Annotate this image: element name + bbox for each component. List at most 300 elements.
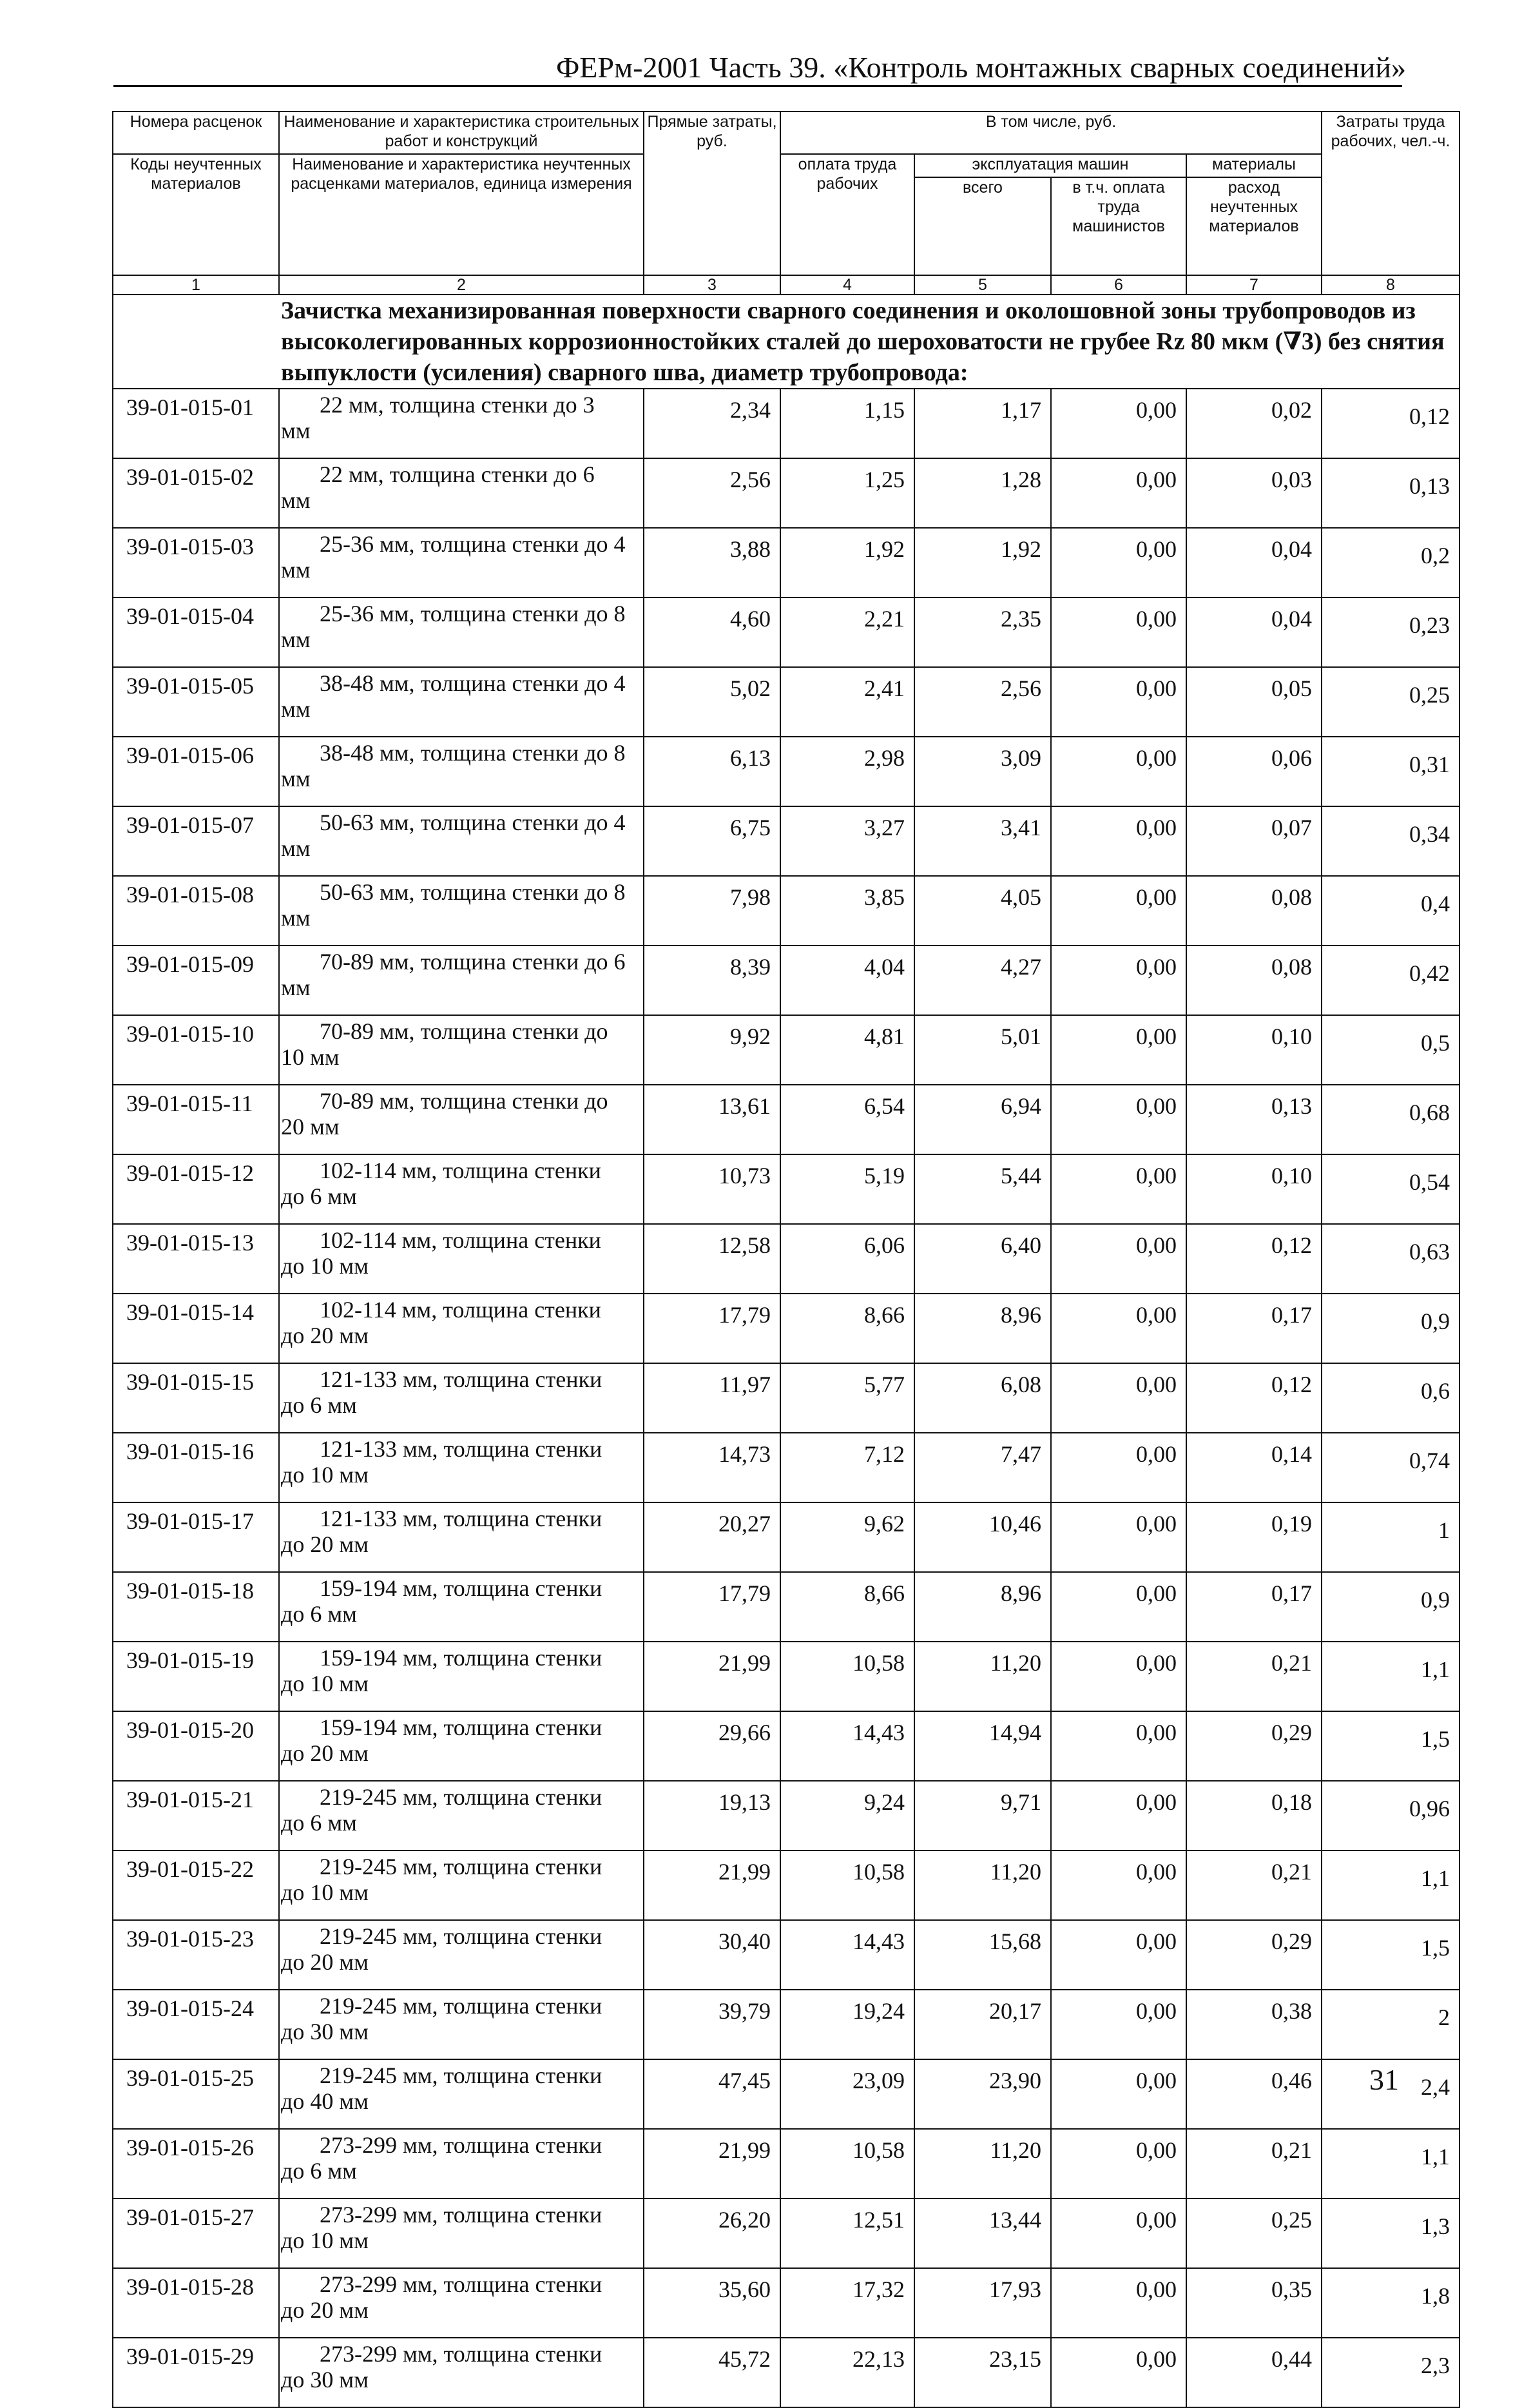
materials-use: 0,12 — [1186, 1363, 1322, 1433]
materials-use: 0,03 — [1186, 458, 1322, 528]
machines-total: 8,96 — [914, 1572, 1051, 1642]
description-line-1: 273-299 мм, толщина стенки — [320, 2202, 602, 2228]
machines-total: 1,28 — [914, 458, 1051, 528]
table-row — [113, 667, 1459, 737]
direct-costs: 14,73 — [644, 1433, 780, 1502]
direct-costs: 9,92 — [644, 1015, 780, 1085]
materials-use: 0,10 — [1186, 1015, 1322, 1085]
work-description — [279, 2268, 644, 2338]
header-group-label: В том числе, руб. — [780, 112, 1322, 154]
description-line-2: до 30 мм — [281, 2019, 369, 2044]
col-number: 1 — [113, 275, 279, 295]
rate-code: 39-01-015-02 — [113, 458, 279, 528]
description-line-2: мм — [281, 626, 311, 652]
materials-use: 0,14 — [1186, 1433, 1322, 1502]
rate-code: 39-01-015-22 — [113, 1850, 279, 1920]
direct-costs: 47,45 — [644, 2059, 780, 2129]
direct-costs: 26,20 — [644, 2199, 780, 2268]
description-line-2: мм — [281, 696, 311, 722]
materials-use: 0,13 — [1186, 1085, 1322, 1154]
direct-costs: 10,73 — [644, 1154, 780, 1224]
direct-costs: 30,40 — [644, 1920, 780, 1990]
description-line-1: 273-299 мм, толщина стенки — [320, 2341, 602, 2367]
description-line-1: 121-133 мм, толщина стенки — [320, 1366, 602, 1392]
work-description — [279, 2199, 644, 2268]
description-line-2: мм — [281, 975, 311, 1000]
work-description — [279, 1990, 644, 2059]
description-line-2: до 40 мм — [281, 2088, 369, 2114]
labor-hours: 0,4 — [1322, 876, 1459, 946]
machinist-pay: 0,00 — [1051, 876, 1186, 946]
rate-code: 39-01-015-03 — [113, 528, 279, 597]
table-row — [113, 1990, 1459, 2059]
labor-hours: 0,2 — [1322, 528, 1459, 597]
description-line-2: до 20 мм — [281, 1949, 369, 1975]
materials-use: 0,46 — [1186, 2059, 1322, 2129]
labor-hours: 0,74 — [1322, 1433, 1459, 1502]
materials-use: 0,35 — [1186, 2268, 1322, 2338]
rate-code: 39-01-015-12 — [113, 1154, 279, 1224]
header-col1-top: Номера расценок — [113, 112, 279, 154]
labor-hours: 0,42 — [1322, 946, 1459, 1015]
col-number: 4 — [780, 275, 914, 295]
machinist-pay: 0,00 — [1051, 2059, 1186, 2129]
machines-total: 10,46 — [914, 1502, 1051, 1572]
labor-pay: 17,32 — [780, 2268, 914, 2338]
rate-code: 39-01-015-17 — [113, 1502, 279, 1572]
machinist-pay: 0,00 — [1051, 1085, 1186, 1154]
work-description — [279, 597, 644, 667]
machines-total: 6,94 — [914, 1085, 1051, 1154]
machinist-pay: 0,00 — [1051, 528, 1186, 597]
work-description — [279, 876, 644, 946]
labor-hours: 1,1 — [1322, 2129, 1459, 2199]
labor-hours: 2,4 — [1322, 2059, 1459, 2129]
description-line-1: 22 мм, толщина стенки до 6 — [320, 461, 595, 487]
materials-use: 0,18 — [1186, 1781, 1322, 1850]
description-line-2: до 20 мм — [281, 2297, 369, 2323]
header-col8: Затраты труда рабочих, чел.-ч. — [1322, 112, 1459, 275]
labor-hours: 0,63 — [1322, 1224, 1459, 1294]
description-line-2: до 6 мм — [281, 1810, 357, 1836]
labor-hours: 0,23 — [1322, 597, 1459, 667]
table-row — [113, 1294, 1459, 1363]
description-line-1: 102-114 мм, толщина стенки — [320, 1227, 601, 1253]
work-description — [279, 737, 644, 806]
rate-code: 39-01-015-20 — [113, 1711, 279, 1781]
rate-code: 39-01-015-05 — [113, 667, 279, 737]
work-description — [279, 1085, 644, 1154]
direct-costs: 6,75 — [644, 806, 780, 876]
table-row — [113, 1154, 1459, 1224]
materials-use: 0,21 — [1186, 1850, 1322, 1920]
labor-pay: 4,81 — [780, 1015, 914, 1085]
table-row — [113, 1572, 1459, 1642]
machinist-pay: 0,00 — [1051, 1154, 1186, 1224]
table-row — [113, 806, 1459, 876]
machines-total: 3,41 — [914, 806, 1051, 876]
description-line-1: 273-299 мм, толщина стенки — [320, 2271, 602, 2297]
labor-pay: 14,43 — [780, 1711, 914, 1781]
table-row — [113, 1224, 1459, 1294]
rate-code: 39-01-015-25 — [113, 2059, 279, 2129]
description-line-1: 159-194 мм, толщина стенки — [320, 1575, 602, 1601]
materials-use: 0,05 — [1186, 667, 1322, 737]
machinist-pay: 0,00 — [1051, 737, 1186, 806]
header-materials-label: материалы — [1186, 154, 1322, 177]
direct-costs: 17,79 — [644, 1294, 780, 1363]
table-row — [113, 1433, 1459, 1502]
machines-total: 17,93 — [914, 2268, 1051, 2338]
description-line-2: до 10 мм — [281, 2228, 369, 2253]
direct-costs: 21,99 — [644, 1642, 780, 1711]
work-description — [279, 1850, 644, 1920]
machinist-pay: 0,00 — [1051, 1920, 1186, 1990]
materials-use: 0,29 — [1186, 1711, 1322, 1781]
labor-hours: 0,9 — [1322, 1572, 1459, 1642]
table-row — [113, 1711, 1459, 1781]
labor-hours: 1,3 — [1322, 2199, 1459, 2268]
table-row — [113, 2059, 1459, 2129]
machines-total: 5,44 — [914, 1154, 1051, 1224]
machines-total: 4,27 — [914, 946, 1051, 1015]
labor-hours: 1,5 — [1322, 1711, 1459, 1781]
rate-code: 39-01-015-04 — [113, 597, 279, 667]
col-number: 7 — [1186, 275, 1322, 295]
materials-use: 0,44 — [1186, 2338, 1322, 2407]
labor-pay: 7,12 — [780, 1433, 914, 1502]
work-description — [279, 1711, 644, 1781]
direct-costs: 17,79 — [644, 1572, 780, 1642]
materials-use: 0,29 — [1186, 1920, 1322, 1990]
description-line-1: 273-299 мм, толщина стенки — [320, 2132, 602, 2158]
machines-total: 7,47 — [914, 1433, 1051, 1502]
table-row — [113, 2129, 1459, 2199]
labor-pay: 6,54 — [780, 1085, 914, 1154]
machinist-pay: 0,00 — [1051, 1502, 1186, 1572]
materials-use: 0,04 — [1186, 597, 1322, 667]
labor-hours: 0,68 — [1322, 1085, 1459, 1154]
header-col2-bottom: Наименование и характеристика неучтенных расценками материалов, единица измерения — [279, 154, 644, 275]
table-row — [113, 2338, 1459, 2407]
table-row — [113, 528, 1459, 597]
machinist-pay: 0,00 — [1051, 946, 1186, 1015]
rate-code: 39-01-015-21 — [113, 1781, 279, 1850]
description-line-1: 121-133 мм, толщина стенки — [320, 1506, 602, 1531]
table-row — [113, 1363, 1459, 1433]
work-description — [279, 389, 644, 458]
description-line-2: до 10 мм — [281, 1462, 369, 1488]
header-col7: расход неучтенных материалов — [1186, 177, 1322, 275]
direct-costs: 2,56 — [644, 458, 780, 528]
labor-pay: 3,27 — [780, 806, 914, 876]
labor-pay: 6,06 — [780, 1224, 914, 1294]
description-line-2: мм — [281, 905, 311, 931]
machines-total: 14,94 — [914, 1711, 1051, 1781]
table-row — [113, 1920, 1459, 1990]
header-col2-top: Наименование и характеристика строительных работ и конструкций — [279, 112, 644, 154]
machinist-pay: 0,00 — [1051, 1990, 1186, 2059]
header-rule — [113, 85, 1402, 87]
labor-hours: 0,6 — [1322, 1363, 1459, 1433]
materials-use: 0,02 — [1186, 389, 1322, 458]
header-col6: в т.ч. оплата труда машинистов — [1051, 177, 1186, 275]
description-line-1: 25-36 мм, толщина стенки до 4 — [320, 531, 626, 557]
direct-costs: 5,02 — [644, 667, 780, 737]
direct-costs: 3,88 — [644, 528, 780, 597]
direct-costs: 45,72 — [644, 2338, 780, 2407]
materials-use: 0,06 — [1186, 737, 1322, 806]
col-number: 8 — [1322, 275, 1459, 295]
labor-hours: 0,25 — [1322, 667, 1459, 737]
labor-hours: 1,5 — [1322, 1920, 1459, 1990]
rate-code: 39-01-015-24 — [113, 1990, 279, 2059]
machines-total: 23,15 — [914, 2338, 1051, 2407]
table-row — [113, 389, 1459, 458]
description-line-2: до 6 мм — [281, 1601, 357, 1627]
direct-costs: 12,58 — [644, 1224, 780, 1294]
labor-pay: 10,58 — [780, 1642, 914, 1711]
description-line-1: 38-48 мм, толщина стенки до 8 — [320, 740, 626, 766]
rate-code: 39-01-015-08 — [113, 876, 279, 946]
machines-total: 8,96 — [914, 1294, 1051, 1363]
labor-hours: 0,5 — [1322, 1015, 1459, 1085]
machines-total: 1,92 — [914, 528, 1051, 597]
materials-use: 0,25 — [1186, 2199, 1322, 2268]
labor-hours: 1,8 — [1322, 2268, 1459, 2338]
labor-pay: 10,58 — [780, 2129, 914, 2199]
materials-use: 0,21 — [1186, 2129, 1322, 2199]
table-row — [113, 1015, 1459, 1085]
machines-total: 6,40 — [914, 1224, 1051, 1294]
description-line-1: 219-245 мм, толщина стенки — [320, 1784, 602, 1810]
labor-pay: 19,24 — [780, 1990, 914, 2059]
direct-costs: 39,79 — [644, 1990, 780, 2059]
table-body — [113, 389, 1459, 2407]
machines-total: 6,08 — [914, 1363, 1051, 1433]
description-line-1: 50-63 мм, толщина стенки до 4 — [320, 810, 626, 835]
description-line-1: 50-63 мм, толщина стенки до 8 — [320, 879, 626, 905]
description-line-2: до 10 мм — [281, 1253, 369, 1279]
direct-costs: 21,99 — [644, 2129, 780, 2199]
description-line-2: мм — [281, 766, 311, 791]
labor-hours: 0,12 — [1322, 389, 1459, 458]
description-line-2: мм — [281, 557, 311, 583]
machinist-pay: 0,00 — [1051, 1850, 1186, 1920]
header-machines-label: эксплуатация машин — [914, 154, 1186, 177]
col-number: 6 — [1051, 275, 1186, 295]
header-col3: Прямые затраты, руб. — [644, 112, 780, 275]
machinist-pay: 0,00 — [1051, 1015, 1186, 1085]
description-line-1: 25-36 мм, толщина стенки до 8 — [320, 601, 626, 626]
work-description — [279, 1015, 644, 1085]
description-line-1: 121-133 мм, толщина стенки — [320, 1436, 602, 1462]
machinist-pay: 0,00 — [1051, 1294, 1186, 1363]
materials-use: 0,17 — [1186, 1294, 1322, 1363]
rate-code: 39-01-015-10 — [113, 1015, 279, 1085]
rate-code: 39-01-015-07 — [113, 806, 279, 876]
work-description — [279, 1781, 644, 1850]
labor-hours: 0,9 — [1322, 1294, 1459, 1363]
rate-code: 39-01-015-27 — [113, 2199, 279, 2268]
machinist-pay: 0,00 — [1051, 806, 1186, 876]
direct-costs: 13,61 — [644, 1085, 780, 1154]
labor-pay: 1,15 — [780, 389, 914, 458]
labor-pay: 5,19 — [780, 1154, 914, 1224]
labor-pay: 2,21 — [780, 597, 914, 667]
labor-hours: 1 — [1322, 1502, 1459, 1572]
labor-pay: 14,43 — [780, 1920, 914, 1990]
machines-total: 4,05 — [914, 876, 1051, 946]
direct-costs: 20,27 — [644, 1502, 780, 1572]
labor-hours: 0,96 — [1322, 1781, 1459, 1850]
direct-costs: 29,66 — [644, 1711, 780, 1781]
machinist-pay: 0,00 — [1051, 2129, 1186, 2199]
description-line-2: до 20 мм — [281, 1740, 369, 1766]
rate-code: 39-01-015-28 — [113, 2268, 279, 2338]
materials-use: 0,19 — [1186, 1502, 1322, 1572]
rate-code: 39-01-015-23 — [113, 1920, 279, 1990]
machinist-pay: 0,00 — [1051, 1711, 1186, 1781]
work-description — [279, 1294, 644, 1363]
labor-pay: 2,41 — [780, 667, 914, 737]
machinist-pay: 0,00 — [1051, 1224, 1186, 1294]
machinist-pay: 0,00 — [1051, 597, 1186, 667]
labor-pay: 8,66 — [780, 1572, 914, 1642]
materials-use: 0,21 — [1186, 1642, 1322, 1711]
machines-total: 15,68 — [914, 1920, 1051, 1990]
description-line-1: 219-245 мм, толщина стенки — [320, 1993, 602, 2019]
work-description — [279, 1363, 644, 1433]
labor-pay: 9,62 — [780, 1502, 914, 1572]
description-line-2: мм — [281, 487, 311, 513]
description-line-1: 70-89 мм, толщина стенки до — [320, 1018, 608, 1044]
table-row — [113, 2268, 1459, 2338]
labor-hours: 2 — [1322, 1990, 1459, 2059]
work-description — [279, 667, 644, 737]
work-description — [279, 2338, 644, 2407]
description-line-2: мм — [281, 418, 311, 443]
description-line-2: до 6 мм — [281, 2158, 357, 2184]
labor-hours: 1,1 — [1322, 1642, 1459, 1711]
machinist-pay: 0,00 — [1051, 1781, 1186, 1850]
rate-code: 39-01-015-14 — [113, 1294, 279, 1363]
work-description — [279, 1502, 644, 1572]
labor-pay: 5,77 — [780, 1363, 914, 1433]
page-title: ФЕРм-2001 Часть 39. «Контроль монтажных сварных соединений» — [555, 51, 1406, 84]
direct-costs: 35,60 — [644, 2268, 780, 2338]
table-row — [113, 1642, 1459, 1711]
materials-use: 0,08 — [1186, 876, 1322, 946]
machinist-pay: 0,00 — [1051, 458, 1186, 528]
description-line-2: до 20 мм — [281, 1531, 369, 1557]
labor-pay: 1,92 — [780, 528, 914, 597]
materials-use: 0,07 — [1186, 806, 1322, 876]
labor-pay: 9,24 — [780, 1781, 914, 1850]
machines-total: 11,20 — [914, 1850, 1051, 1920]
rate-code: 39-01-015-18 — [113, 1572, 279, 1642]
rate-code: 39-01-015-11 — [113, 1085, 279, 1154]
machinist-pay: 0,00 — [1051, 1642, 1186, 1711]
work-description — [279, 1433, 644, 1502]
description-line-2: до 20 мм — [281, 1323, 369, 1348]
labor-pay: 22,13 — [780, 2338, 914, 2407]
machinist-pay: 0,00 — [1051, 1572, 1186, 1642]
work-description — [279, 458, 644, 528]
machines-total: 11,20 — [914, 2129, 1051, 2199]
table-row — [113, 737, 1459, 806]
rate-code: 39-01-015-13 — [113, 1224, 279, 1294]
machinist-pay: 0,00 — [1051, 667, 1186, 737]
labor-pay: 8,66 — [780, 1294, 914, 1363]
description-line-1: 159-194 мм, толщина стенки — [320, 1714, 602, 1740]
table-row — [113, 597, 1459, 667]
materials-use: 0,04 — [1186, 528, 1322, 597]
machinist-pay: 0,00 — [1051, 2268, 1186, 2338]
description-line-2: 20 мм — [281, 1114, 340, 1140]
machines-total: 1,17 — [914, 389, 1051, 458]
col-number: 5 — [914, 275, 1051, 295]
work-description — [279, 2129, 644, 2199]
labor-pay: 23,09 — [780, 2059, 914, 2129]
rate-code: 39-01-015-06 — [113, 737, 279, 806]
machinist-pay: 0,00 — [1051, 1363, 1186, 1433]
header-col5: всего — [914, 177, 1051, 275]
direct-costs: 2,34 — [644, 389, 780, 458]
table-row — [113, 458, 1459, 528]
description-line-1: 102-114 мм, толщина стенки — [320, 1158, 601, 1183]
machinist-pay: 0,00 — [1051, 2338, 1186, 2407]
rate-code: 39-01-015-16 — [113, 1433, 279, 1502]
description-line-1: 70-89 мм, толщина стенки до 6 — [320, 949, 626, 975]
machines-total: 23,90 — [914, 2059, 1051, 2129]
work-description — [279, 2059, 644, 2129]
labor-pay: 4,04 — [780, 946, 914, 1015]
materials-use: 0,10 — [1186, 1154, 1322, 1224]
description-line-1: 38-48 мм, толщина стенки до 4 — [320, 670, 626, 696]
rate-code: 39-01-015-09 — [113, 946, 279, 1015]
rates-table — [112, 111, 1460, 2408]
labor-hours: 0,34 — [1322, 806, 1459, 876]
work-description — [279, 1154, 644, 1224]
page-number: 31 — [1369, 2063, 1399, 2096]
description-line-2: до 6 мм — [281, 1392, 357, 1418]
work-description — [279, 528, 644, 597]
description-line-2: до 10 мм — [281, 1671, 369, 1696]
col-number: 3 — [644, 275, 780, 295]
col-number: 2 — [279, 275, 644, 295]
materials-use: 0,38 — [1186, 1990, 1322, 2059]
machinist-pay: 0,00 — [1051, 2199, 1186, 2268]
table-row — [113, 1502, 1459, 1572]
rate-code: 39-01-015-19 — [113, 1642, 279, 1711]
work-description — [279, 1642, 644, 1711]
table-row — [113, 946, 1459, 1015]
labor-hours: 0,54 — [1322, 1154, 1459, 1224]
labor-hours: 1,1 — [1322, 1850, 1459, 1920]
labor-pay: 3,85 — [780, 876, 914, 946]
description-line-1: 159-194 мм, толщина стенки — [320, 1645, 602, 1671]
materials-use: 0,08 — [1186, 946, 1322, 1015]
machines-total: 3,09 — [914, 737, 1051, 806]
work-description — [279, 1224, 644, 1294]
rate-code: 39-01-015-29 — [113, 2338, 279, 2407]
description-line-1: 219-245 мм, толщина стенки — [320, 1854, 602, 1879]
description-line-2: мм — [281, 835, 311, 861]
table-row — [113, 1850, 1459, 1920]
table-row — [113, 2199, 1459, 2268]
machines-total: 13,44 — [914, 2199, 1051, 2268]
